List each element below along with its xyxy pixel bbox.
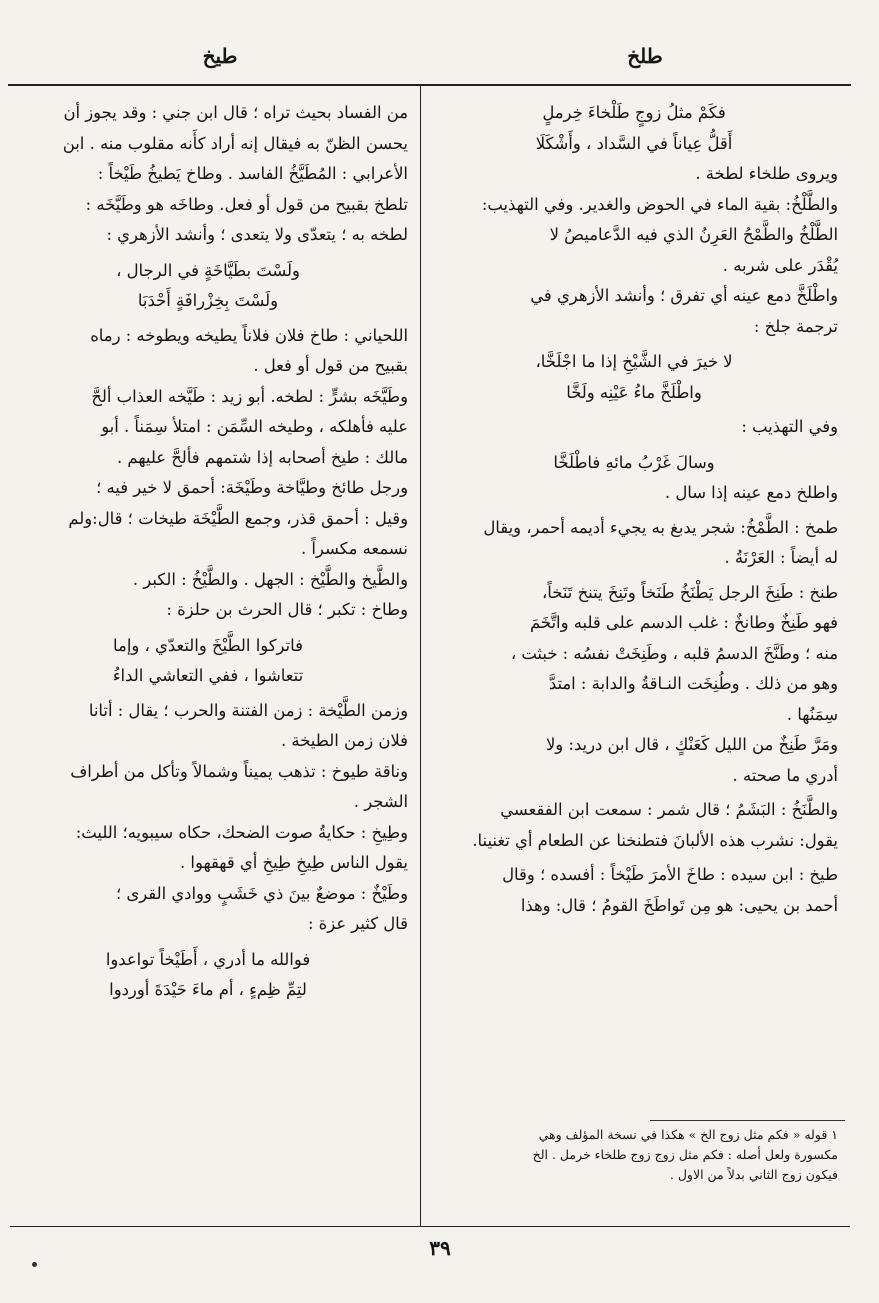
text-line: وطاخ : تكبر ؛ قال الحرث بن حلزة : [166, 600, 408, 619]
page-number: ٣٩ [429, 1236, 451, 1260]
text-line: وهو من ذلك . وطُنِخَت النـاقةُ والدابة : امتدَّ [548, 674, 838, 693]
text-line: وطَيْخٌ : موضعٌ بينَ ذي خَشَبٍ ووادي القرى ؛ [116, 883, 408, 903]
text-line: وقيل : أحمق قذر، وجمع الطَّيْخَة طيخات ؛ قال:ولم [68, 508, 408, 528]
verse-line: واطْلَخَّ ماءُ عَيْنِه ولَخَّا [566, 382, 702, 402]
text-line: يقول الناس طِيخِ طِيخِ أي قهقهوا . [180, 853, 408, 872]
text-line: طمخ : الطَّمْخُ: شجر يدبغ به يجيء أديمه أحمر، ويقال [483, 517, 838, 537]
text-line: الأعرابي : المُطَيَّخُ الفاسد . وطاخ يَطيخُ طَيْخاً : [97, 164, 408, 183]
verse-line: فوالله ما أدري ، أَطَيْخاً تواعدوا [105, 949, 311, 969]
text-line: مالك : طيخ أصحابه إذا شتمهم فألحَّ عليهم . [116, 447, 408, 467]
text-line: طيخ : ابن سيده : طاخَ الأمرَ طَيْخاً : أفسده ؛ وقال [502, 865, 838, 884]
text-line: منه ؛ وطَنَّخَ الدسمُ قلبه ، وطَنِخَتْ نفسُه : خبثت ، [510, 643, 838, 663]
text-line: والطَّيخ والطَّيْخ : الجهل . والطَّيْخُ : الكبر . [132, 569, 408, 589]
top-rule [8, 84, 851, 86]
text-line: الطَّلْخُ والطَّمْحُ العَرِنُ الذي فيه الدَّعاميصُ لا [549, 225, 838, 244]
text-line: وفي التهذيب : [741, 417, 838, 436]
text-line: لطخه به ؛ يتعدّى ولا يتعدى ؛ وأنشد الأزهري : [106, 225, 408, 244]
verse-line: لتِمِّ ظِمءٍ ، أم ماءَ حَيْدَةَ أوردوا [109, 980, 307, 999]
text-line: واطلخ دمع عينه إذا سال . [664, 483, 838, 502]
text-line: اللحياني : طاخ فلان فلاناً يطيخه ويطوخه : رماه [90, 325, 408, 345]
footnote-line: ١ قوله « فكم مثل زوج الخ » هكذا في نسخة المؤلف وهي [538, 1127, 838, 1142]
text-line: أحمد بن يحيى: هو مِن تَواطَخَ القومُ ؛ قال: وهذا [520, 895, 838, 915]
ink-speck [32, 1262, 37, 1267]
text-line: نسمعه مكسراً . [300, 539, 408, 558]
text-line: يقول: نشرب هذه الألبانَ فتطنخنا عن الطعام أي تغنينا. [472, 830, 838, 850]
footnote-rule [650, 1120, 845, 1121]
verse-line: ولَسْتَ بطَيَّاخَةٍ في الرجال ، [116, 260, 300, 280]
text-line: الشجر . [353, 792, 408, 811]
text-line: وطِيخِ : حكايةُ صوت الضحك، حكاه سيبويه؛ الليث: [75, 822, 408, 842]
text-line: وناقة طيوخ : تذهب يميناً وشمالاً وتأكل من أطراف [70, 761, 408, 781]
text-line: والطَّنَخُ : البَشَمُ ؛ قال شمر : سمعت ابن الفقعسي [500, 800, 838, 819]
text-line: ويروى طلخاء لطخة . [695, 164, 838, 183]
text-line: ترجمة جلخ : [753, 316, 838, 336]
text-line: واطْلَخَّ دمع عينه أي تفرق ؛ وأنشد الأزهري في [530, 286, 838, 305]
text-line: طنخ : طَنِخَ الرجل يَطْنَخُ طَنَخاً وتَنِخَ يتنخ تَنَخاً، [542, 582, 838, 602]
running-head-left: طيخ [202, 44, 238, 68]
bottom-rule [10, 1226, 850, 1227]
column-divider [420, 86, 421, 1226]
text-line: يحسن الظنّ به فيقال إنه أراد كأَنه مقلوب منه . ابن [62, 133, 408, 153]
text-line: من الفساد بحيث تراه ؛ قال ابن جني : وقد يجوز أن [63, 103, 408, 122]
left-column [8, 98, 408, 1006]
verse-line: لا خيرَ في الشَّيْخِ إذا ما اجْلَخَّا، [535, 352, 733, 371]
text-line: يُقْدَر على شربه . [722, 255, 838, 275]
text-line: والطَّلْخُ: بقية الماء في الحوض والغدير. وفي التهذيب: [481, 194, 838, 214]
verse-line: فاتركوا الطَّيْخَ والتعدّي ، وإما [113, 635, 303, 655]
text-line: سِمَنُها . [786, 704, 838, 724]
text-line: عليه فأهلكه ، وطيخه السِّمَن : امتلأ سِمَناً . أبو [101, 417, 408, 436]
text-line: بقبيح من قول أو فعل . [253, 356, 408, 375]
text-line: ومَرَّ طَنِخٌ من الليل كَعَنْكٍ ، قال ابن دريد: ولا [545, 735, 838, 754]
text-line: فلان زمن الطيخة . [281, 731, 408, 750]
text-line: وزمن الطَّيْخة : زمن الفتنة والحرب ؛ يقال : أتانا [88, 700, 408, 720]
right-column [430, 98, 838, 921]
running-head-right: طلخ [627, 44, 663, 68]
verse-line: وسالَ غَرْبُ مائهِ فاطْلَخَّا [553, 452, 715, 472]
text-line: فهو طَنِخٌ وطانخٌ : غلب الدسم على قلبه واتَّخَمَ [530, 613, 838, 632]
verse-line: فكَمْ مثلُ زوجٍ طَلْخاءَ خِرملٍ [542, 103, 726, 122]
verse-line: تتعاشوا ، ففي التعاشي الداءُ [112, 666, 304, 685]
text-line: قال كثير عزة : [307, 914, 408, 933]
verse-line: ولَسْتَ بِخِزْرافَةٍ أَحْدَبَا [137, 291, 279, 310]
footnote [434, 1125, 838, 1185]
text-line: تلطخ بقبيح من قول أو فعل. وطاخَه هو وطَيَّخَه : [85, 194, 408, 214]
text-line: له أيضاً : العَرْنَةُ . [724, 548, 838, 567]
text-line: وطَيَّخَه بشرٍّ : لطخه. أبو زيد : طَيَّخه العذاب ألحَّ [91, 386, 408, 406]
text-line: ورجل طائخ وطيَّاخة وطَيْخَة: أحمق لا خير فيه ؛ [96, 478, 408, 497]
footnote-line: فيكون زوج الثاني بدلاً من الاول . [669, 1167, 838, 1182]
footnote-line: مكسورة ولعل أصله : فكم مثل زوج زوج طلخاء خرمل . الخ [532, 1147, 838, 1162]
text-line: أدري ما صحته . [732, 765, 838, 785]
verse-line: أَقلُّ عِياناً في السَّداد ، وأَشْكَلَا [535, 133, 733, 153]
